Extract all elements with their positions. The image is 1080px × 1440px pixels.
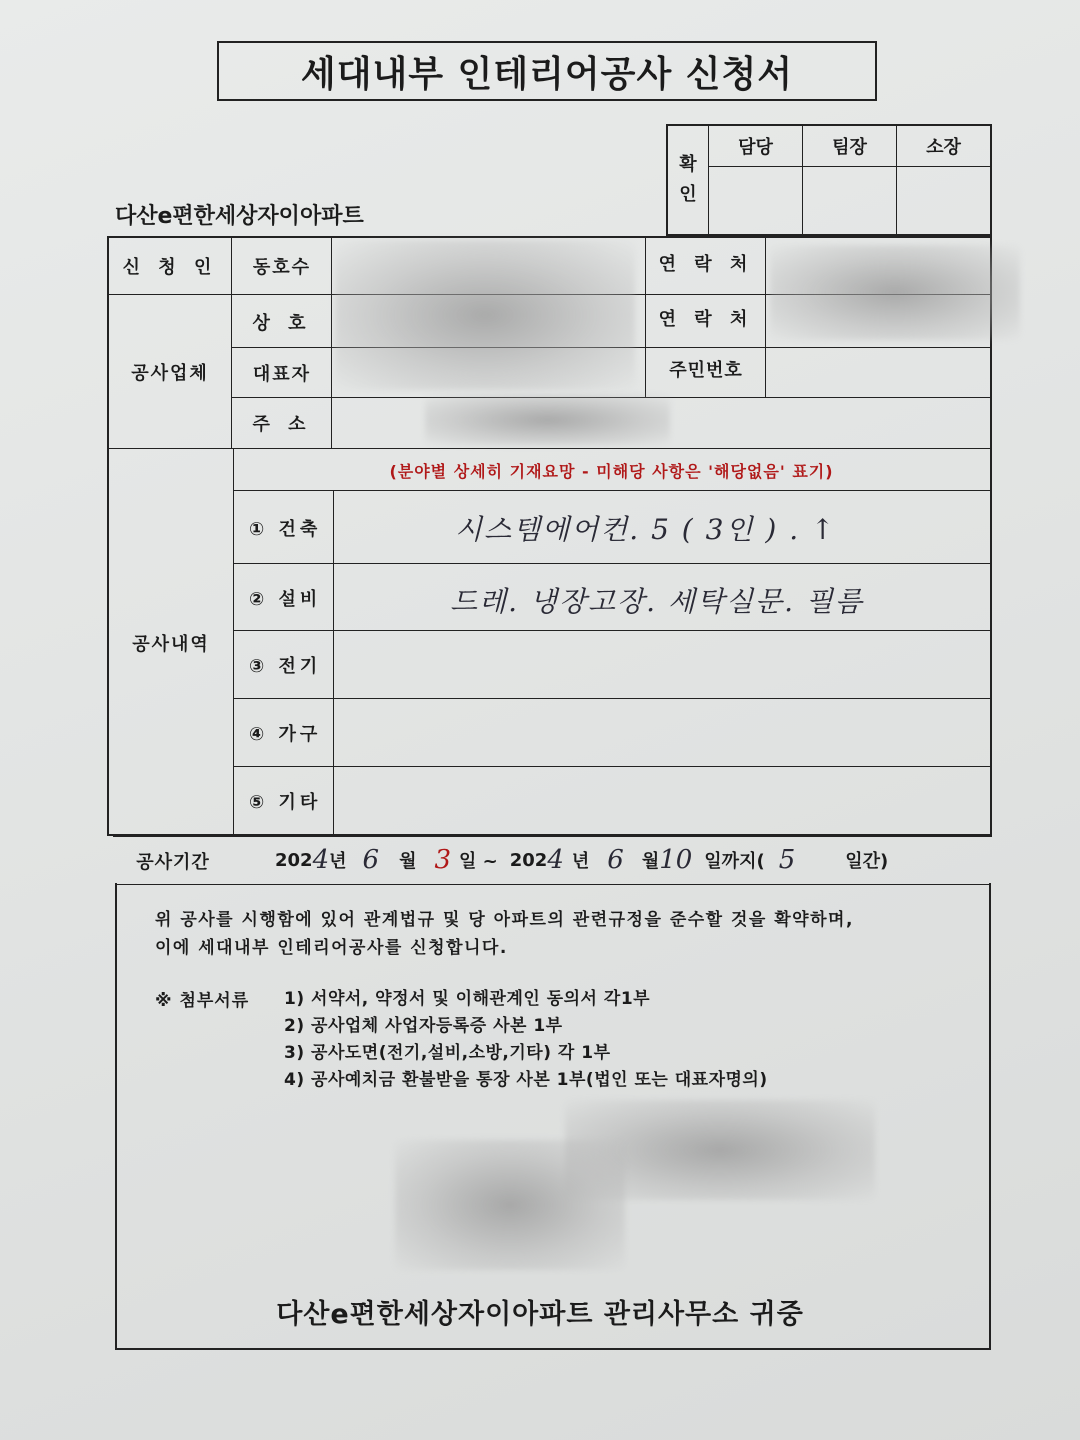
duration-days: 5	[778, 845, 796, 875]
footer-recipient: 다산e편한세상자이아파트 관리사무소 귀중	[276, 1299, 804, 1330]
attachment-item: 1) 서약서, 약정서 및 이해관계인 동의서 각1부	[284, 989, 651, 1009]
start-day-word: 일 ~	[459, 851, 498, 872]
start-year-prefix: 202	[275, 849, 313, 871]
approval-sign-team-lead	[803, 167, 896, 234]
contact-label-applicant: 연 락 처	[658, 254, 754, 275]
confirm-char-1: 확	[679, 154, 697, 175]
attachments-list	[284, 986, 768, 1094]
document-title: 세대내부 인테리어공사 신청서	[217, 41, 877, 101]
approval-confirm-label	[668, 126, 709, 234]
approval-sign-chief	[897, 167, 990, 234]
work-item-architecture-label: ① 건축	[249, 518, 322, 540]
approval-col-chief	[897, 126, 990, 234]
duration-word: 일간)	[845, 851, 889, 872]
apartment-name: 다산e편한세상자이아파트	[115, 204, 364, 229]
work-item-furniture-label: ④ 가구	[249, 724, 322, 745]
redacted-unit-company	[335, 240, 635, 390]
start-day: 3	[434, 845, 451, 875]
attachment-item: 4) 공사예치금 환불받을 통장 사본 1부(법인 또는 대표자명의)	[284, 1070, 768, 1090]
pledge-line-2: 이에 세대내부 인테리어공사를 신청합니다.	[155, 938, 508, 958]
resident-number-label: 주민번호	[669, 360, 743, 381]
approval-role-chief: 소장	[897, 126, 990, 167]
approval-col-staff	[709, 126, 803, 234]
attachment-item: 2) 공사업체 사업자등록증 사본 1부	[284, 1016, 563, 1036]
start-year-digit: 4	[312, 845, 330, 875]
approval-box	[666, 124, 992, 236]
approval-col-team	[803, 126, 897, 234]
company-name-label: 상 호	[252, 312, 312, 334]
attachment-item: 3) 공사도면(전기,설비,소방,기타) 각 1부	[284, 1043, 611, 1063]
construction-period	[275, 845, 888, 875]
end-month-word: 월	[641, 851, 660, 872]
address-label: 주 소	[252, 414, 312, 435]
end-year-digit: 4	[547, 845, 564, 875]
redacted-contacts	[770, 245, 1020, 340]
end-year-word: 년	[571, 851, 590, 872]
work-details-label: 공사내역	[132, 634, 210, 655]
approval-role-staff: 담당	[709, 126, 802, 167]
work-item-other-label: ⑤ 기타	[249, 792, 322, 813]
until-word: 일까지(	[704, 851, 765, 872]
confirm-char-2: 인	[679, 184, 697, 205]
pledge-line-1: 위 공사를 시행함에 있어 관계법규 및 당 아파트의 관련규정을 준수할 것을 확약하며,	[155, 910, 854, 930]
redacted-address	[425, 395, 670, 445]
start-month: 6	[362, 845, 380, 875]
work-details-note: (분야별 상세히 기재요망 - 미해당 사항은 '해당없음' 표기)	[389, 461, 834, 481]
work-item-facility-value: 드레. 냉장고장. 세탁실문. 필름	[450, 585, 864, 618]
contractor-label: 공사업체	[131, 363, 209, 384]
work-item-architecture-value: 시스템에어컨. 5 ( 3인 ) . ↑	[455, 513, 837, 546]
applicant-label: 신 청 인	[122, 256, 218, 278]
start-month-word: 월	[399, 851, 417, 872]
contact-label-contractor: 연 락 처	[658, 309, 754, 330]
pledge-text	[155, 906, 854, 962]
unit-number-label: 동호수	[252, 256, 312, 278]
start-year-word: 년	[329, 851, 347, 872]
end-day: 10	[659, 845, 693, 875]
attachments-label: ※ 첨부서류	[155, 991, 250, 1011]
approval-sign-staff	[709, 167, 802, 234]
approval-role-team-lead: 팀장	[803, 126, 896, 167]
redacted-applicant-sign	[395, 1140, 625, 1270]
end-month: 6	[607, 845, 624, 875]
work-item-facility-label: ② 설비	[249, 588, 322, 610]
representative-label: 대표자	[252, 363, 312, 385]
period-label: 공사기간	[136, 852, 210, 873]
end-year-prefix: 202	[509, 849, 548, 871]
work-item-electric-label: ③ 전기	[249, 656, 322, 677]
